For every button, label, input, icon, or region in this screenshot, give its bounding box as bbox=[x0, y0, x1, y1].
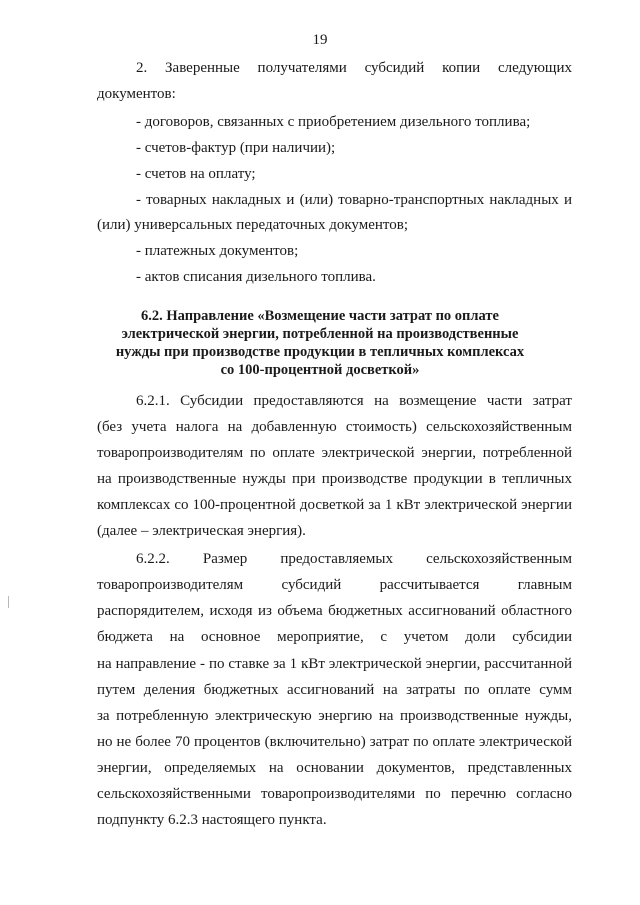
list-item: - договоров, связанных с приобретением дизельного топлива; bbox=[136, 114, 531, 130]
paragraph-line: (без учета налога на добавленную стоимость) сельскохозяйственным bbox=[97, 419, 572, 435]
list-item-continuation: (или) универсальных передаточных документов; bbox=[97, 217, 409, 233]
paragraph-line: на производственные нужды при производстве продукции в тепличных bbox=[97, 471, 572, 487]
paragraph-line: сельскохозяйственными товаропроизводителями по перечню согласно bbox=[97, 786, 572, 802]
section-heading-line: 6.2. Направление «Возмещение части затрат по оплате bbox=[141, 308, 499, 324]
paragraph-line: 6.2.2. Размер предоставляемых сельскохозяйственным bbox=[136, 551, 572, 567]
paragraph-line: (далее – электрическая энергия). bbox=[97, 523, 306, 539]
scan-artifact bbox=[8, 596, 9, 608]
paragraph-line: на направление - по ставке за 1 кВт электрической энергии, рассчитанной bbox=[97, 656, 572, 672]
paragraph-line: распорядителем, исходя из объема бюджетных ассигнований областного bbox=[97, 603, 572, 619]
intro-line: документов: bbox=[97, 86, 176, 102]
list-item: - счетов-фактур (при наличии); bbox=[136, 140, 336, 156]
paragraph-line: 6.2.1. Субсидии предоставляются на возмещение части затрат bbox=[136, 393, 572, 409]
paragraph-line: энергии, определяемых на основании документов, представленных bbox=[97, 760, 572, 776]
section-heading-line: электрической энергии, потребленной на производственные bbox=[121, 326, 519, 342]
intro-line: 2. Заверенные получателями субсидий копии следующих bbox=[136, 60, 572, 76]
list-item: - счетов на оплату; bbox=[136, 166, 256, 182]
list-item: - актов списания дизельного топлива. bbox=[136, 269, 376, 285]
paragraph-line: но не более 70 процентов (включительно) затрат по оплате электрической bbox=[97, 734, 572, 750]
paragraph-line: товаропроизводителям субсидий рассчитывается главным bbox=[97, 577, 572, 593]
paragraph-line: за потребленную электрическую энергию на производственные нужды, bbox=[97, 708, 572, 724]
list-item: - платежных документов; bbox=[136, 243, 299, 259]
paragraph-line: комплексах со 100-процентной досветкой за 1 кВт электрической энергии bbox=[97, 497, 572, 513]
section-heading-line: нужды при производстве продукции в тепличных комплексах bbox=[115, 344, 525, 360]
paragraph-line: путем деления бюджетных ассигнований на затраты по оплате сумм bbox=[97, 682, 572, 698]
paragraph-line: товаропроизводителям по оплате электрической энергии, потребленной bbox=[97, 445, 572, 461]
section-heading-line: со 100-процентной досветкой» bbox=[220, 362, 420, 378]
list-item: - товарных накладных и (или) товарно-транспортных накладных и bbox=[136, 192, 572, 208]
page-number: 19 bbox=[312, 32, 328, 48]
paragraph-line: бюджета на основное мероприятие, с учетом доли субсидии bbox=[97, 629, 572, 645]
paragraph-line: подпункту 6.2.3 настоящего пункта. bbox=[97, 812, 327, 828]
